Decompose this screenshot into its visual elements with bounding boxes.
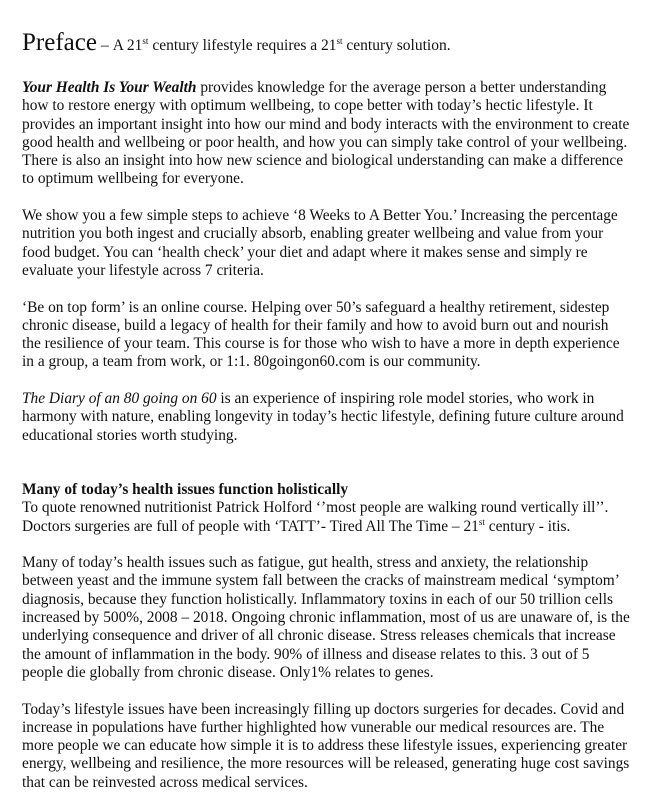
paragraph-lifestyle: Today’s lifestyle issues have been increasingly filling up doctors surgeries for decades. Covid and increase in populations have further highlighted how vunerable our medical resources are. The more people we can educate how simple it is to address these lifestyle issues, experiencing greater energy, wellbeing and resilience, the more resources will be released, generating huge cost savings that can be reinvested across medical services. [22, 700, 630, 791]
diary-title-lead: The Diary of an 80 going on 60 [22, 390, 217, 408]
superscript: st [142, 36, 149, 46]
paragraph-health-issues: Many of today’s health issues such as fatigue, gut health, stress and anxiety, the relationship between yeast and the immune system fall between the cracks of mainstream medical ‘symptom’ diagnosis, because they function holistically. Inflammatory toxins in each of our 50 trillion cells increased by 500%, 2008 – 2018. Ongoing chronic inflammation, most of us are unaware of, is the underlying consequence and driver of all chronic disease. Stress releases chemicals that increase the amount of inflammation in the body. 90% of illness and disease relates to this. 3 out of 5 people die globally from chronic disease. Only1% relates to genes. [22, 554, 630, 681]
preface-title: Preface [22, 29, 97, 56]
subtitle-part: century solution. [342, 37, 451, 54]
book-title-lead: Your Health Is Your Wealth [22, 79, 197, 96]
section-heading: Many of today’s health issues function holistically [22, 480, 349, 498]
paragraph-steps: We show you a few simple steps to achieve ‘8 Weeks to A Better You.’ Increasing the percentage nutrition you both ingest and crucially absorb, enabling greater wellbeing and value from your food budget. You can ‘health check’ your diet and adapt where it makes sense and simply re evaluate your lifestyle across 7 criteria. [22, 207, 618, 279]
subtitle-part: A 21 [112, 37, 143, 54]
subtitle-part: century lifestyle requires a 21 [148, 37, 337, 54]
preface-title-line [22, 28, 630, 61]
paragraph-intro [22, 79, 630, 189]
superscript: st [478, 516, 485, 527]
paragraph-text: is an experience of inspiring role model stories, who work in harmony with nature, enabling longevity in today’s hectic lifestyle, defining future culture around educational stories worth studying. [22, 390, 624, 444]
title-dash: – [100, 37, 109, 54]
superscript: st [336, 36, 343, 46]
paragraph-course: ‘Be on top form’ is an online course. Helping over 50’s safeguard a healthy retirement, sidestep chronic disease, build a legacy of health for their family and how to avoid burn out and nourish the resilience of your team. This course is for those who wish to have a more in depth experience in a group, a team from work, or 1:1. 80goingon60.com is our community. [22, 298, 620, 371]
preface-subtitle [113, 37, 451, 54]
paragraph-text: century - itis. [484, 517, 571, 535]
paragraph-quote [22, 499, 630, 536]
paragraph-diary [22, 390, 630, 445]
paragraph-text: provides knowledge for the average person a better understanding how to restore energy with optimum wellbeing, to cope better with today’s hectic lifestyle. It provides an important insight into how our mind and body interacts with the environment to create good health and wellbeing or poor health, and how you can simply take control of your wellbeing. There is also an insight into how new science and biological understanding can make a difference to optimum wellbeing for everyone. [22, 79, 630, 188]
paragraph-text: To quote renowned nutritionist Patrick Holford ‘’most people are walking round vertically ill’’. Doctors surgeries are full of people with ‘TATT’- Tired All The Time – 21 [22, 499, 609, 535]
